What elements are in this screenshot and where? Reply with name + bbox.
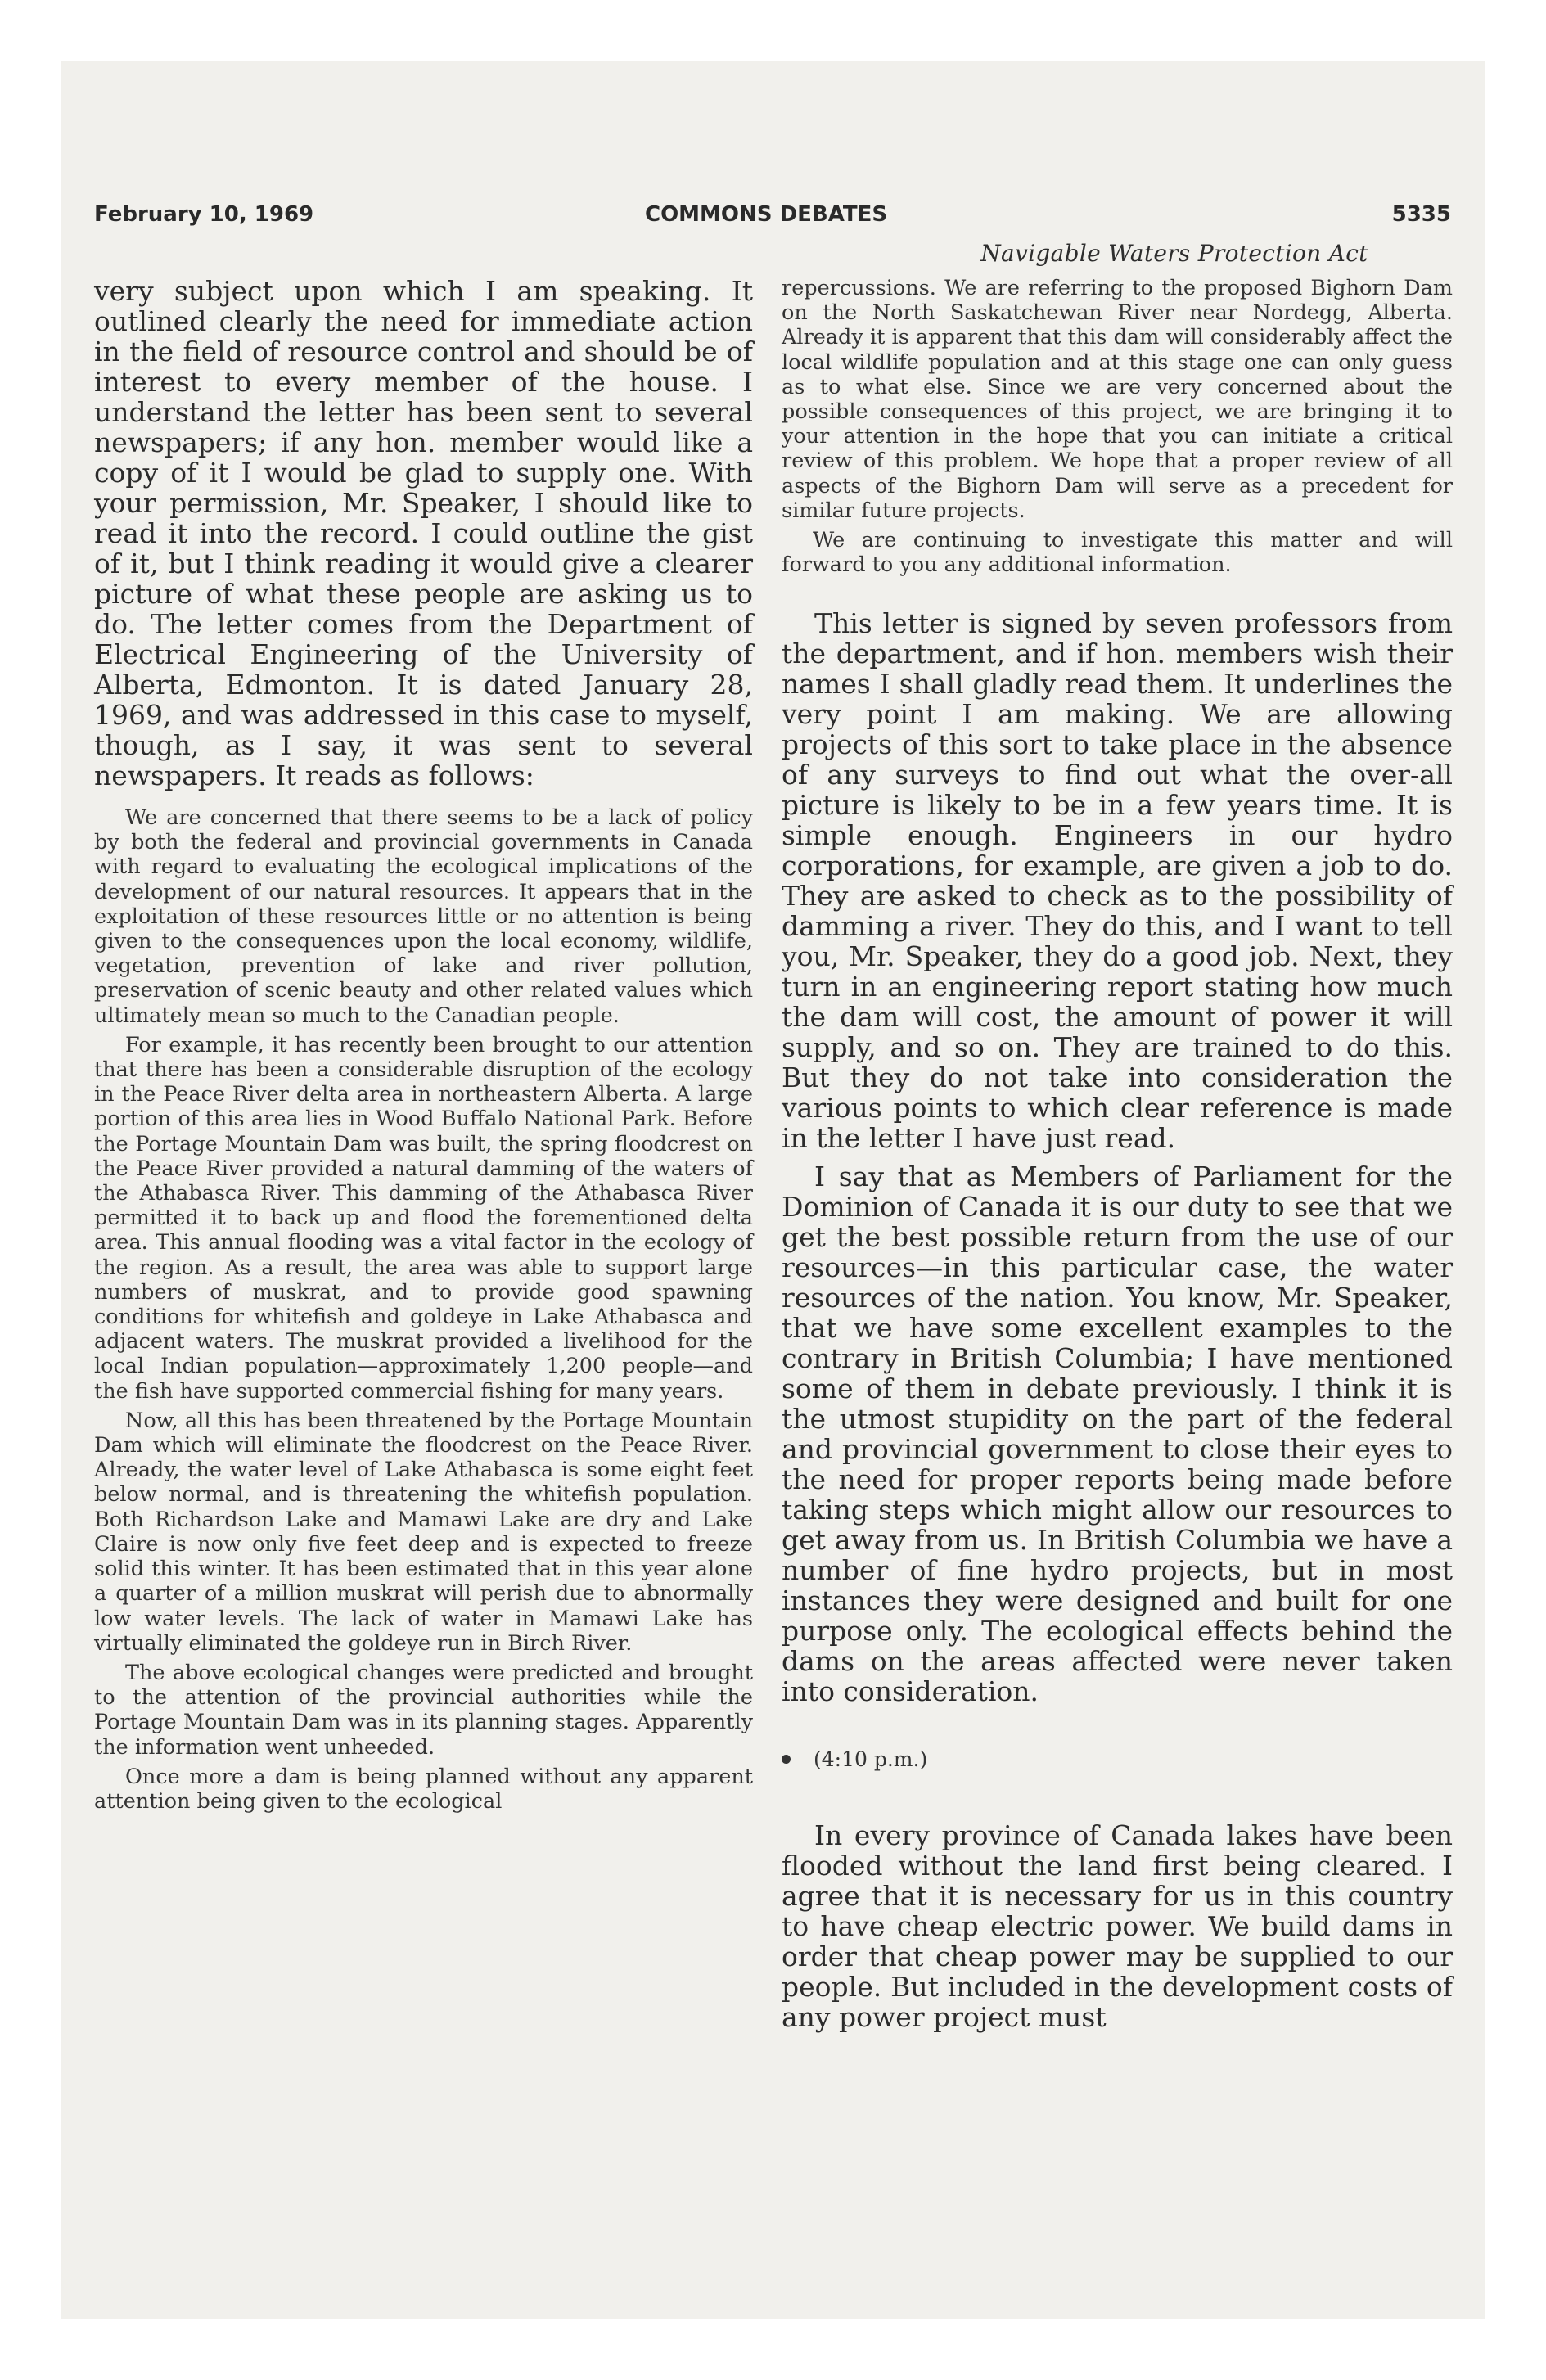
time-stamp xyxy=(782,1747,1453,1771)
header-page-number: 5335 xyxy=(1391,202,1451,227)
quote-paragraph: repercussions. We are referring to the proposed Bighorn Dam on the North Saskatchewan River near Nordegg, Alberta. Already it is apparent that this dam will considerably affect the local wildlife population and at this stage one can only guess as to what else. Since we are very concerned about the possible consequences of this project, we are bringing it to your attention in the hope that you can initiate a critical review of this problem. We hope that a proper review of all aspects of the Bighorn Dam will serve as a precedent for similar future projects. xyxy=(782,276,1453,523)
quote-paragraph: Now, all this has been threatened by the Portage Mountain Dam which will eliminate the floodcrest on the Peace River. Already, the water level of Lake Athabasca is some eight feet below normal, and is threatening the whitefish population. Both Richardson Lake and Mamawi Lake are dry and Lake Claire is now only five feet deep and is expected to freeze solid this winter. It has been estimated that in this year alone a quarter of a million muskrat will perish due to abnormally low water levels. The lack of water in Mamawi Lake has virtually eliminated the goldeye run in Birch River. xyxy=(94,1408,753,1656)
header-date: February 10, 1969 xyxy=(94,202,314,227)
header-publication: COMMONS DEBATES xyxy=(645,202,888,227)
right-speech-closing xyxy=(782,1820,1453,2032)
speech-paragraph: I say that as Members of Parliament for the Dominion of Canada it is our duty to see that we get the best possible return from the use of our resources—in this particular case, the water resources of the nation. You know, Mr. Speaker, that we have some excellent examples to the contrary in British Columbia; I have mentioned some of them in debate previously. I think it is the utmost stupidity on the part of the federal and provincial government to close their eyes to the need for proper reports being made before taking steps which might allow our resources to get away from us. In British Columbia we have a number of fine hydro projects, but in most instances they were designed and built for one purpose only. The ecological effects behind the dams on the areas affected were never taken into consideration. xyxy=(782,1161,1453,1708)
quote-paragraph: We are concerned that there seems to be a lack of policy by both the federal and provincial governments in Canada with regard to evaluating the ecological implications of the development of our natural resources. It appears that in the exploitation of these resources little or no attention is being given to the consequences upon the local economy, wildlife, vegetation, prevention of lake and river pollution, preservation of scenic beauty and other related values which ultimately mean so much to the Canadian people. xyxy=(94,805,753,1028)
left-column xyxy=(94,276,753,1814)
right-speech xyxy=(782,608,1453,1706)
speech-paragraph: This letter is signed by seven professors from the department, and if hon. members wish their names I shall gladly read them. It underlines the very point I am making. We are allowing projects of this sort to take place in the absence of any surveys to find out what the over-all picture is likely to be in a few years time. It is simple enough. Engineers in our hydro corporations, for example, are given a job to do. They are asked to check as to the possibility of damming a river. They do this, and I want to tell you, Mr. Speaker, they do a good job. Next, they turn in an engineering report stating how much the dam will cost, the amount of power it will supply, and so on. They are trained to do this. But they do not take into consideration the various points to which clear reference is made in the letter I have just read. xyxy=(782,607,1453,1155)
page-header xyxy=(94,202,1451,235)
running-title: Navigable Waters Protection Act xyxy=(980,240,1368,267)
quote-paragraph: Once more a dam is being planned without any apparent attention being given to the ecological xyxy=(94,1764,753,1814)
time-stamp-text: (4:10 p.m.) xyxy=(814,1747,928,1772)
page xyxy=(61,61,1485,2319)
quote-paragraph: The above ecological changes were predicted and brought to the attention of the provincial authorities while the Portage Mountain Dam was in its planning stages. Apparently the information went unheeded. xyxy=(94,1660,753,1760)
speech-paragraph: In every province of Canada lakes have been flooded without the land first being cleared. I agree that it is necessary for us in this country to have cheap electric power. We build dams in order that cheap power may be supplied to our people. But included in the development costs of any power project must xyxy=(782,1819,1453,2034)
speech-paragraph: very subject upon which I am speaking. It outlined clearly the need for immediate action in the field of resource control and should be of interest to every member of the house. I understand the letter has been sent to several newspapers; if any hon. member would like a copy of it I would be glad to supply one. With your permission, Mr. Speaker, I should like to read it into the record. I could outline the gist of it, but I think reading it would give a clearer picture of what these people are asking us to do. The letter comes from the Department of Electrical Engineering of the University of Alberta, Edmonton. It is dated January 28, 1969, and was addressed in this case to myself, though, as I say, it was sent to several newspapers. It reads as follows: xyxy=(94,275,753,791)
bullet-icon xyxy=(782,1755,791,1764)
quote-paragraph: We are continuing to investigate this matter and will forward to you any additional information. xyxy=(782,528,1453,578)
left-speech xyxy=(94,276,753,791)
letter-quote xyxy=(94,805,753,1814)
quote-paragraph: For example, it has recently been brought to our attention that there has been a considerable disruption of the ecology in the Peace River delta area in northeastern Alberta. A large portion of this area lies in Wood Buffalo National Park. Before the Portage Mountain Dam was built, the spring floodcrest on the Peace River provided a natural damming of the waters of the Athabasca River. This damming of the Athabasca River permitted it to back up and flood the forementioned delta area. This annual flooding was a vital factor in the ecology of the region. As a result, the area was able to support large numbers of muskrat, and to provide good spawning conditions for whitefish and goldeye in Lake Athabasca and adjacent waters. The muskrat provided a livelihood for the local Indian population—approximately 1,200 people—and the fish have supported commercial fishing for many years. xyxy=(94,1032,753,1404)
right-column xyxy=(782,276,1453,2032)
letter-quote-continued xyxy=(782,276,1453,577)
